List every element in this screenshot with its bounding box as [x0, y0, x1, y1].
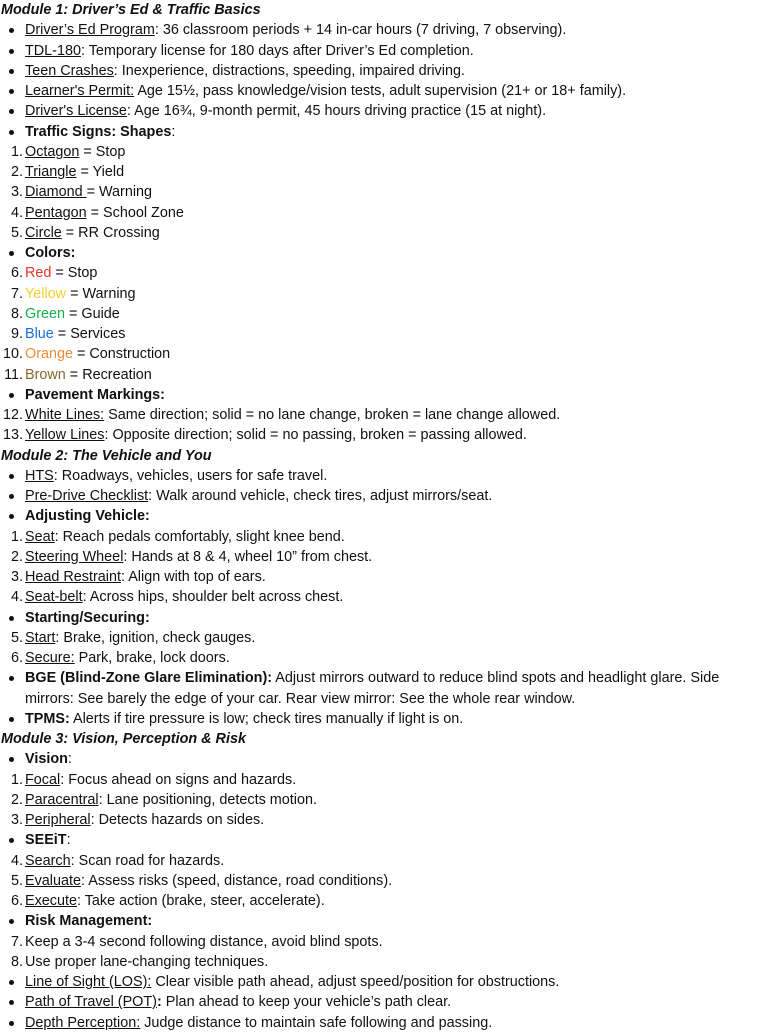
- item-text: Plan ahead to keep your vehicle’s path clear.: [161, 994, 452, 1011]
- item-text: = Stop: [79, 143, 126, 160]
- numbered-item: [1, 871, 766, 891]
- term-label: Steering Wheel: [25, 548, 124, 565]
- term-label: Octagon: [25, 143, 80, 160]
- term-label: Learner's Permit:: [25, 83, 135, 99]
- item-number: 7.: [10, 285, 23, 302]
- item-text: Park, brake, lock doors.: [74, 650, 230, 666]
- term-label: Yellow Lines: [25, 427, 105, 444]
- item-text: Age 15½, pass knowledge/vision tests, adult supervision (21+ or 18+ family).: [134, 83, 627, 99]
- numbered-item: [1, 142, 766, 162]
- item-number: 4.: [10, 204, 23, 221]
- item-text: : Lane positioning, detects motion.: [98, 791, 317, 808]
- term-label: Teen Crashes: [25, 62, 114, 79]
- item-number: 11.: [4, 366, 23, 383]
- item-text: = Warning: [66, 285, 136, 302]
- numbered-item: [1, 203, 766, 223]
- term-label: Depth Perception:: [25, 1014, 141, 1031]
- numbered-item: [1, 790, 766, 810]
- numbered-item: [1, 344, 766, 364]
- bullet-item: [1, 101, 766, 121]
- item-number: 3.: [10, 812, 23, 828]
- item-text: : Focus ahead on signs and hazards.: [60, 771, 297, 788]
- item-number: 3.: [10, 569, 23, 585]
- item-number: 4.: [10, 589, 23, 606]
- item-number: 1.: [10, 771, 23, 788]
- item-text: : Scan road for hazards.: [70, 852, 225, 869]
- numbered-item: [1, 770, 766, 790]
- term-label: Paracentral: [25, 791, 99, 808]
- bullet-item: [1, 385, 766, 405]
- item-text: Orange: [25, 346, 73, 363]
- item-number: 12.: [2, 407, 23, 423]
- bullet-item: [1, 911, 766, 931]
- item-text: Brown: [25, 366, 66, 383]
- bold-label: Starting/Securing:: [25, 609, 150, 626]
- bullet-item: [1, 668, 766, 709]
- term-label: Driver's License: [25, 103, 127, 120]
- item-number: 5.: [10, 872, 23, 889]
- numbered-item: [1, 547, 766, 567]
- bullet-item: [1, 709, 766, 729]
- item-text: = Construction: [73, 346, 171, 363]
- numbered-item: [1, 223, 766, 243]
- numbered-item: [1, 324, 766, 344]
- item-number: 5.: [10, 224, 23, 241]
- bold-label: Adjusting Vehicle:: [25, 508, 150, 525]
- bold-label: Vision: [25, 751, 68, 768]
- item-number: 10.: [2, 346, 23, 363]
- bullet-item: [1, 749, 766, 769]
- item-text: Alerts if tire pressure is low; check tires manually if light is on.: [69, 710, 464, 727]
- numbered-item: [1, 162, 766, 182]
- term-label: Triangle: [25, 164, 77, 180]
- numbered-item: [1, 284, 766, 304]
- item-text: = Yield: [76, 164, 125, 180]
- item-text: = School Zone: [86, 204, 184, 221]
- bold-label: Risk Management:: [25, 913, 153, 930]
- item-text: :: [66, 832, 71, 849]
- numbered-item: [1, 263, 766, 283]
- item-number: 9.: [10, 326, 23, 342]
- numbered-item: [1, 628, 766, 648]
- item-text: : Temporary license for 180 days after Driver’s Ed completion.: [81, 42, 474, 59]
- bold-label: SEEiT: [25, 832, 67, 849]
- bullet-item: [1, 486, 766, 506]
- numbered-item: [1, 810, 766, 830]
- item-text: : Roadways, vehicles, users for safe travel.: [53, 467, 328, 484]
- item-text: : Brake, ignition, check gauges.: [55, 629, 256, 646]
- item-number: 2.: [10, 164, 23, 180]
- term-label: Seat-belt: [25, 589, 83, 606]
- term-label: Driver’s Ed Program: [25, 22, 155, 39]
- term-label: Evaluate: [25, 872, 82, 889]
- bullet-item: [1, 972, 766, 992]
- item-text: : Opposite direction; solid = no passing, broken = passing allowed.: [104, 427, 527, 444]
- item-text: : 36 classroom periods + 14 in-car hours (7 driving, 7 observing).: [154, 22, 567, 39]
- bullet-item: [1, 243, 766, 263]
- bullet-item: [1, 992, 766, 1012]
- term-label: Secure:: [25, 650, 75, 666]
- term-label: Line of Sight (LOS):: [25, 974, 152, 990]
- numbered-item: [1, 567, 766, 587]
- item-text: Blue: [25, 326, 54, 342]
- item-text: : Align with top of ears.: [121, 569, 266, 585]
- item-text: = Stop: [51, 265, 98, 282]
- item-text: : Across hips, shoulder belt across chest.: [82, 589, 344, 606]
- module-heading: [1, 729, 766, 749]
- item-number: 6.: [10, 893, 23, 909]
- bullet-item: [1, 608, 766, 628]
- item-text: Module 3: Vision, Perception & Risk: [1, 731, 246, 747]
- term-label: Peripheral: [25, 812, 91, 828]
- item-text: = Services: [53, 326, 126, 342]
- bullet-item: [1, 830, 766, 850]
- item-text: : Age 16¾, 9-month permit, 45 hours driving practice (15 at night).: [126, 103, 547, 120]
- bold-label: BGE (Blind-Zone Glare Elimination):: [25, 670, 273, 687]
- numbered-item: [1, 365, 766, 385]
- item-text: : Walk around vehicle, check tires, adjust mirrors/seat.: [148, 488, 493, 504]
- item-text: Clear visible path ahead, adjust speed/position for obstructions.: [151, 974, 560, 990]
- item-text: = Guide: [65, 305, 120, 322]
- numbered-item: [1, 182, 766, 202]
- numbered-item: [1, 405, 766, 425]
- term-label: TDL-180: [25, 42, 81, 59]
- bold-label: :: [156, 994, 162, 1011]
- bullet-item: [1, 122, 766, 142]
- item-text: Module 2: The Vehicle and You: [1, 447, 212, 464]
- term-label: Circle: [25, 224, 62, 241]
- item-text: Green: [25, 305, 65, 322]
- numbered-item: [1, 425, 766, 445]
- numbered-item: [1, 952, 766, 972]
- bullet-item: [1, 81, 766, 101]
- numbered-item: [1, 304, 766, 324]
- bullet-item: [1, 466, 766, 486]
- bullet-item: [1, 1013, 766, 1033]
- bold-label: Pavement Markings:: [25, 386, 165, 403]
- item-number: 8.: [10, 953, 23, 970]
- item-text: Use proper lane-changing techniques.: [25, 953, 269, 970]
- item-text: : Reach pedals comfortably, slight knee bend.: [54, 528, 345, 545]
- bold-label: Traffic Signs: Shapes: [25, 123, 172, 140]
- term-label: Pentagon: [25, 204, 87, 221]
- item-number: 7.: [10, 933, 23, 950]
- item-text: : Take action (brake, steer, accelerate).: [77, 893, 325, 909]
- module-heading: [1, 0, 766, 20]
- numbered-item: [1, 851, 766, 871]
- term-label: Seat: [25, 528, 55, 545]
- item-number: 1.: [10, 143, 23, 160]
- numbered-item: [1, 648, 766, 668]
- term-label: Head Restraint: [25, 569, 121, 585]
- numbered-item: [1, 932, 766, 952]
- item-text: Same direction; solid = no lane change, broken = lane change allowed.: [104, 407, 561, 423]
- term-label: Focal: [25, 771, 61, 788]
- bullet-item: [1, 506, 766, 526]
- item-number: 4.: [10, 852, 23, 869]
- item-number: 5.: [10, 629, 23, 646]
- item-text: Red: [25, 265, 52, 282]
- item-text: Module 1: Driver’s Ed & Traffic Basics: [1, 2, 261, 18]
- bullet-item: [1, 61, 766, 81]
- item-text: : Detects hazards on sides.: [90, 812, 265, 828]
- bold-label: Colors:: [25, 245, 76, 261]
- bold-label: TPMS:: [25, 710, 70, 727]
- item-text: Judge distance to maintain safe following and passing.: [140, 1014, 493, 1031]
- item-text: : Hands at 8 & 4, wheel 10” from chest.: [123, 548, 373, 565]
- bullet-item: [1, 41, 766, 61]
- item-number: 3.: [10, 184, 23, 201]
- item-number: 13.: [2, 427, 23, 444]
- term-label: Pre-Drive Checklist: [25, 488, 149, 504]
- item-text: : Inexperience, distractions, speeding, impaired driving.: [113, 62, 465, 79]
- item-text: = RR Crossing: [61, 224, 160, 241]
- module-heading: [1, 446, 766, 466]
- item-number: 1.: [10, 528, 23, 545]
- item-text: = Recreation: [65, 366, 152, 383]
- numbered-item: [1, 587, 766, 607]
- numbered-item: [1, 527, 766, 547]
- item-number: 6.: [10, 650, 23, 666]
- item-text: Adjust mirrors outward to reduce blind spots and headlight glare. Side mirrors: See barely the edge of your car. Rear view mirror: See the whole rear window.: [25, 670, 720, 707]
- item-number: 2.: [10, 791, 23, 808]
- item-text: = Warning: [86, 184, 153, 201]
- numbered-item: [1, 891, 766, 911]
- item-text: Yellow: [25, 285, 67, 302]
- item-text: Keep a 3-4 second following distance, avoid blind spots.: [25, 933, 383, 950]
- term-label: Start: [25, 629, 56, 646]
- bullet-item: [1, 20, 766, 40]
- term-label: Execute: [25, 893, 77, 909]
- item-text: :: [171, 123, 176, 140]
- item-text: : Assess risks (speed, distance, road conditions).: [81, 872, 393, 889]
- item-text: :: [67, 751, 72, 768]
- item-number: 2.: [10, 548, 23, 565]
- term-label: Search: [25, 852, 71, 869]
- term-label: White Lines:: [25, 407, 105, 423]
- term-label: Path of Travel (POT): [25, 994, 157, 1011]
- term-label: Diamond: [25, 184, 87, 201]
- item-number: 8.: [10, 305, 23, 322]
- term-label: HTS: [25, 467, 54, 484]
- item-number: 6.: [10, 265, 23, 282]
